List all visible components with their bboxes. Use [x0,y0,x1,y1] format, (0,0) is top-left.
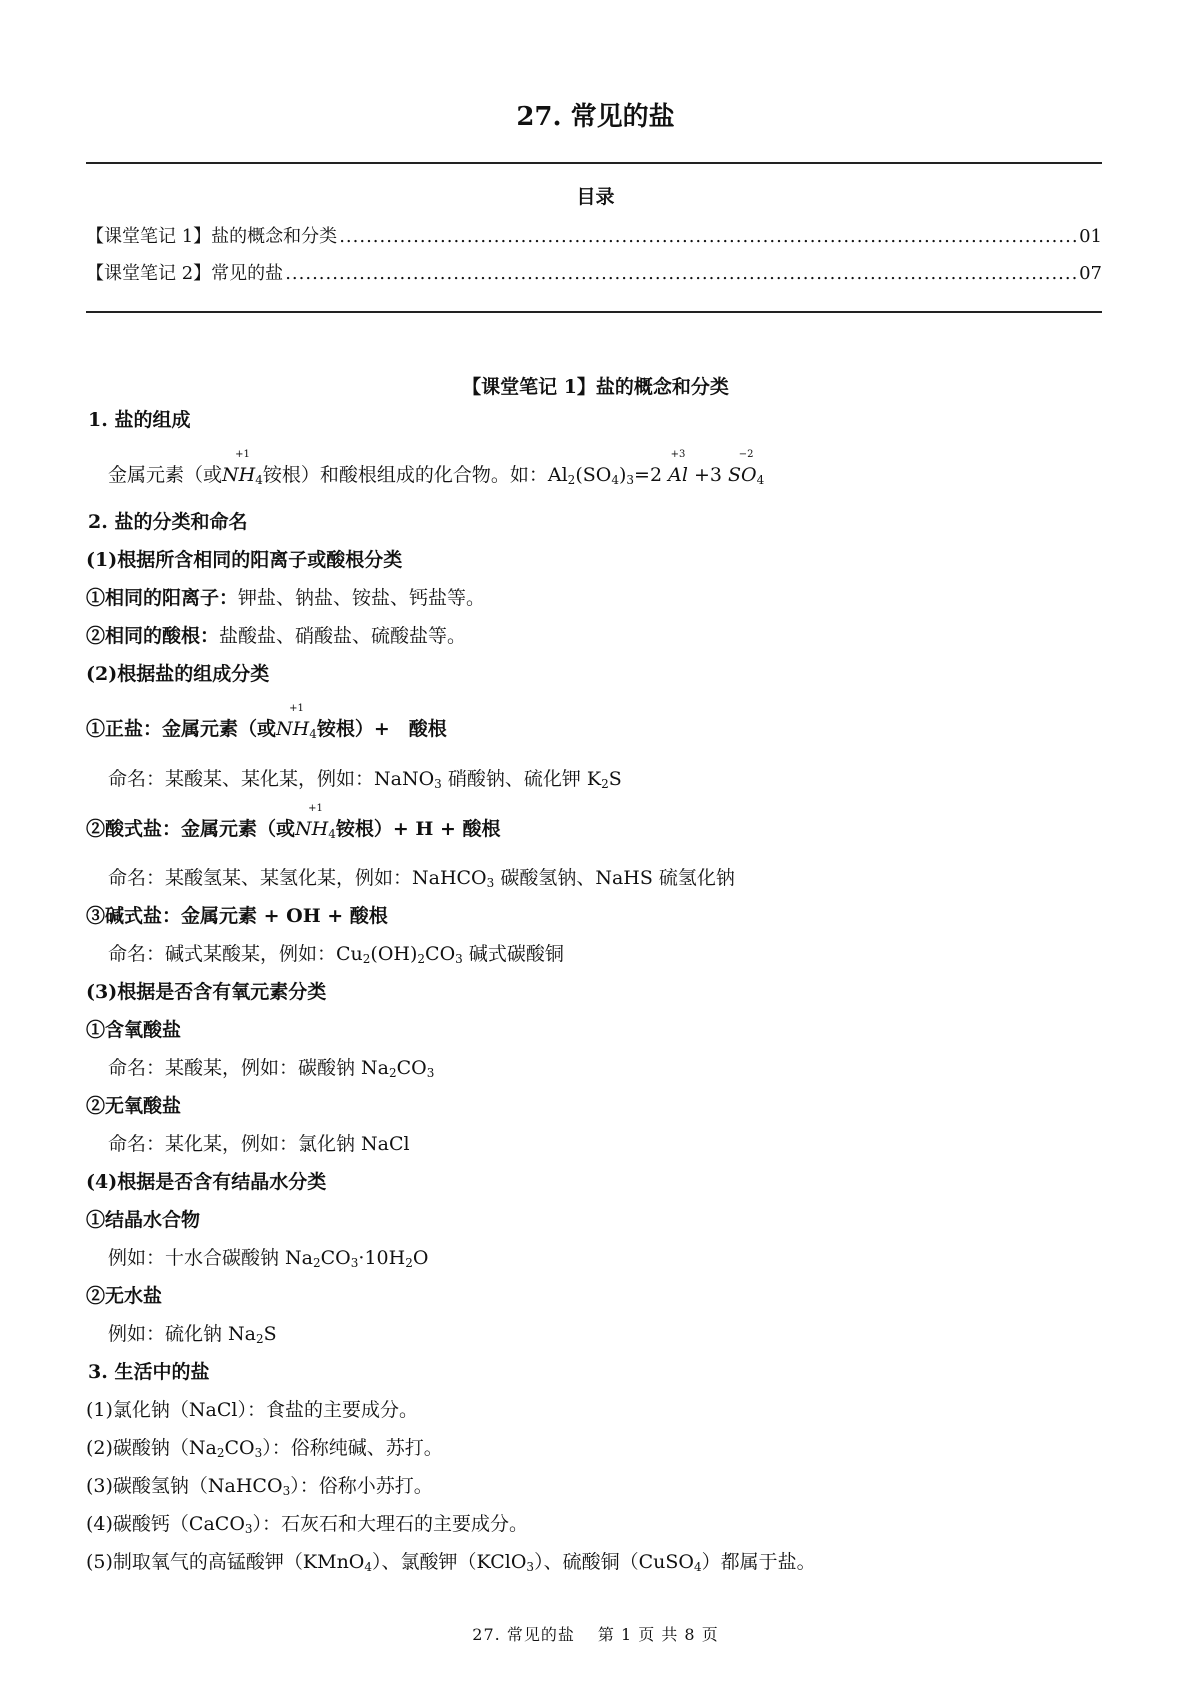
non-oxyacid-salt: ②无氧酸盐 [86,1095,182,1117]
composition-text: 金属元素（或 +1 $NH_4$铵根）和酸根组成的化合物。如：$Al_2(SO_4)_3=2$ +3 Al +3 −2 $SO_4$ [108,449,765,487]
life-item-4: (4)碳酸钙（CaCO$_3$）：石灰石和大理石的主要成分。 [86,1513,529,1536]
anhydrous-salt-example: 例如：硫化钠 $Na_2S$ [108,1323,277,1346]
toc-leader [339,226,1077,247]
acid-salt-naming: 命名：某酸氢某、某氢化某，例如：NaHCO$_3$ 碳酸氢钠、NaHS 硫氢化钠 [108,867,735,890]
anhydrous-salt: ②无水盐 [86,1285,163,1307]
non-oxyacid-salt-naming: 命名：某化某，例如：氯化钠 NaCl [108,1133,410,1155]
subheading-by-ion: (1)根据所含相同的阳离子或酸根分类 [86,549,403,571]
toc-entry-page: 01 [1079,226,1102,247]
heading-classification: 2. 盐的分类和命名 [88,511,248,533]
aluminum-ion: +3 Al [668,449,688,486]
ammonium-ion: +1 $NH_4$ [222,449,263,487]
heading-composition: 1. 盐的组成 [88,409,191,431]
oxyacid-salt: ①含氧酸盐 [86,1019,182,1041]
life-item-5: (5)制取氧气的高锰酸钾（KMnO$_4$）、氯酸钾（KClO$_3$）、硫酸铜（CuSO$_4$）都属于盐。 [86,1551,816,1574]
toc-entry-label: 【课堂笔记 1】盐的概念和分类 [86,226,338,247]
hydrate-example: 例如：十水合碳酸钠 $Na_2CO_3\cdot 10H_2O$ [108,1247,429,1270]
basic-salt-naming: 命名：碱式某酸某，例如：$Cu_2(OH)_2CO_3$ 碱式碳酸铜 [108,943,564,966]
same-cation: ①相同的阳离子：钾盐、钠盐、铵盐、钙盐等。 [86,587,486,609]
hydrate: ①结晶水合物 [86,1209,201,1231]
normal-salt-naming: 命名：某酸某、某化某，例如：NaNO$_3$ 硝酸钠、硫化钾 $K_2S$ [108,768,622,791]
subheading-by-water: (4)根据是否含有结晶水分类 [86,1171,327,1193]
toc-entry-2[interactable] [86,259,1102,285]
same-acid-radical: ②相同的酸根：盐酸盐、硝酸盐、硫酸盐等。 [86,625,467,647]
basic-salt: ③碱式盐：金属元素 + OH + 酸根 [86,905,388,927]
top-divider [86,162,1102,164]
page-footer: 27. 常见的盐 第 1 页 共 8 页 [472,1625,719,1644]
page-title: 27. 常见的盐 [516,102,675,132]
life-item-2: (2)碳酸钠$(Na_2CO_3)$：俗称纯碱、苏打。 [86,1437,443,1460]
toc-entry-page: 07 [1079,263,1102,284]
toc-leader [285,263,1077,284]
section-title: 【课堂笔记 1】盐的概念和分类 [462,376,729,398]
toc-entry-label: 【课堂笔记 2】常见的盐 [86,263,284,284]
life-item-1: (1)氯化钠（NaCl）：食盐的主要成分。 [86,1399,418,1421]
acid-salt: ②酸式盐：金属元素（或 +1 $NH_4$铵根）+ H + 酸根 [86,803,501,841]
toc-bottom-divider [86,311,1102,313]
subheading-by-oxygen: (3)根据是否含有氧元素分类 [86,981,327,1003]
sulfate-ion: −2 $SO_4$ [728,449,765,487]
toc-entry-1[interactable] [86,222,1102,248]
ammonium-ion: +1 $NH_4$ [295,803,336,841]
toc-title: 目录 [576,186,615,208]
ammonium-ion: +1 $NH_4$ [276,703,317,741]
life-item-3: (3)碳酸氢钠（NaHCO$_3$）：俗称小苏打。 [86,1475,433,1498]
subheading-by-composition: (2)根据盐的组成分类 [86,663,270,685]
heading-salts-in-life: 3. 生活中的盐 [88,1361,210,1383]
normal-salt: ①正盐：金属元素（或 +1 $NH_4$铵根）+ 酸根 [86,703,447,741]
oxyacid-salt-naming: 命名：某酸某，例如：碳酸钠 $Na_2CO_3$ [108,1057,435,1080]
